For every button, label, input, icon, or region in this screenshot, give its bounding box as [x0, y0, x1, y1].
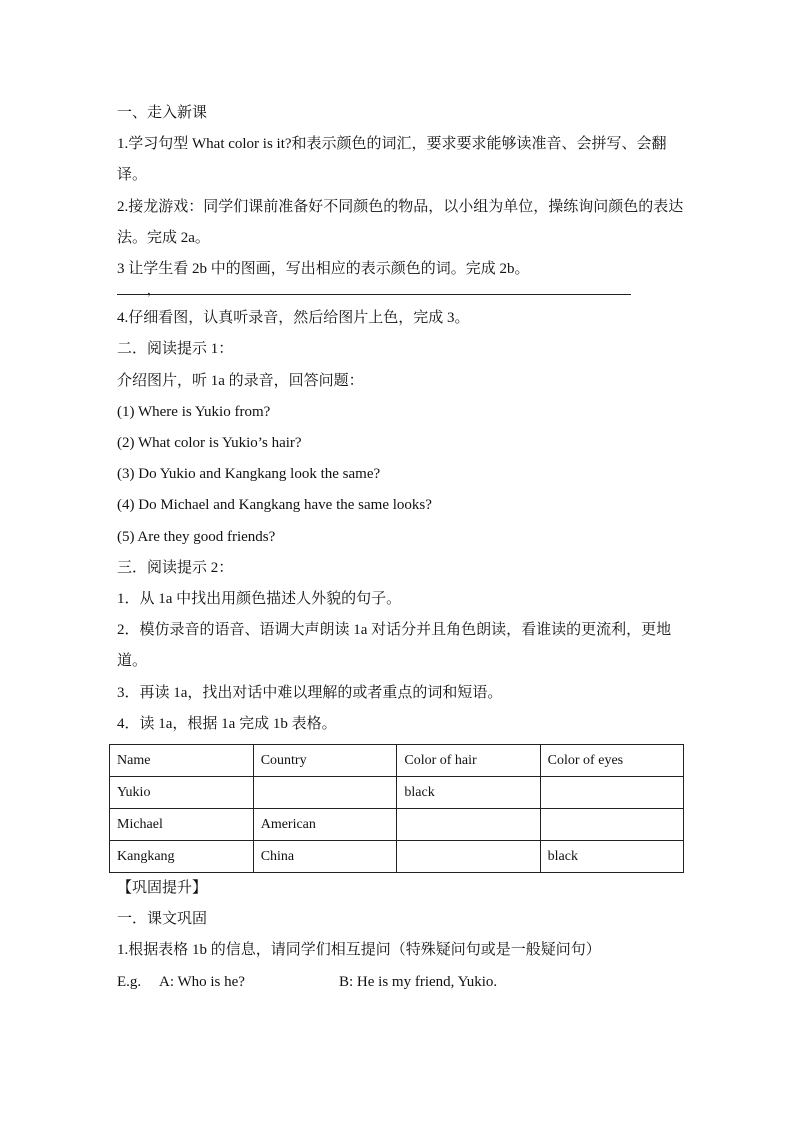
question: (4) Do Michael and Kangkang have the same looks?: [117, 497, 432, 514]
paragraph: 2.接龙游戏：同学们课前准备好不同颜色的物品，以小组为单位，操练询问颜色的表达法。完成 2a。: [117, 198, 684, 246]
table-cell: Yukio: [110, 777, 254, 809]
table-cell: black: [397, 777, 540, 809]
paragraph: 介绍图片，听 1a 的录音，回答问题：: [117, 372, 364, 389]
section-heading: 【巩固提升】: [117, 880, 208, 897]
table-header-cell: Name: [110, 745, 254, 777]
example-line: [117, 967, 687, 998]
table-cell: Kangkang: [110, 841, 254, 873]
question: (5) Are they good friends?: [117, 528, 276, 545]
list-item: 1．从 1a 中找出用颜色描述人外貌的句子。: [117, 591, 402, 608]
table-header-row: [110, 745, 684, 777]
paragraph: 3 让学生看 2b 中的图画，写出相应的表示颜色的词。完成 2b。: [117, 261, 530, 278]
table-row: [110, 809, 684, 841]
table-cell: [397, 841, 540, 873]
table-cell: [540, 809, 683, 841]
table-cell: [540, 777, 683, 809]
table-cell: Michael: [110, 809, 254, 841]
sub-heading: 一．课文巩固: [117, 911, 208, 928]
table-header-cell: Color of eyes: [540, 745, 683, 777]
document-page: [117, 98, 687, 998]
question: (1) Where is Yukio from?: [117, 403, 271, 420]
example-answer: B: He is my friend, Yukio.: [339, 973, 498, 990]
paragraph: 1.根据表格 1b 的信息，请同学们相互提问（特殊疑问句或是一般疑问句）: [117, 942, 601, 959]
underline: [117, 294, 631, 295]
example-question: A: Who is he?: [159, 973, 245, 990]
table-header-cell: Country: [253, 745, 397, 777]
blank-answer-line: [117, 285, 687, 303]
table-cell: American: [253, 809, 397, 841]
paragraph: 1.学习句型 What color is it?和表示颜色的词汇，要求要求能够读准音、会拼写、会翻译。: [117, 136, 667, 184]
section-heading: 二．阅读提示 1：: [117, 341, 234, 358]
list-item: 4．读 1a，根据 1a 完成 1b 表格。: [117, 715, 337, 732]
paragraph: 4.仔细看图，认真听录音，然后给图片上色，完成 3。: [117, 310, 470, 327]
list-item: 3．再读 1a，找出对话中难以理解的或者重点的词和短语。: [117, 684, 503, 701]
table-cell: black: [540, 841, 683, 873]
list-item: 2．模仿录音的语音、语调大声朗读 1a 对话分并且角色朗读，看谁读的更流利，更地道。: [117, 622, 672, 670]
table-cell: [253, 777, 397, 809]
table-cell: China: [253, 841, 397, 873]
table-row: [110, 777, 684, 809]
comma-mark: ，: [147, 283, 160, 298]
table-cell: [397, 809, 540, 841]
example-label: E.g.: [117, 973, 142, 990]
table-row: [110, 841, 684, 873]
table-header-cell: Color of hair: [397, 745, 540, 777]
info-table: [109, 744, 684, 873]
section-heading: 三．阅读提示 2：: [117, 559, 234, 576]
question: (3) Do Yukio and Kangkang look the same?: [117, 466, 381, 483]
question: (2) What color is Yukio’s hair?: [117, 435, 302, 452]
section-heading: 一、走入新课: [117, 105, 208, 121]
